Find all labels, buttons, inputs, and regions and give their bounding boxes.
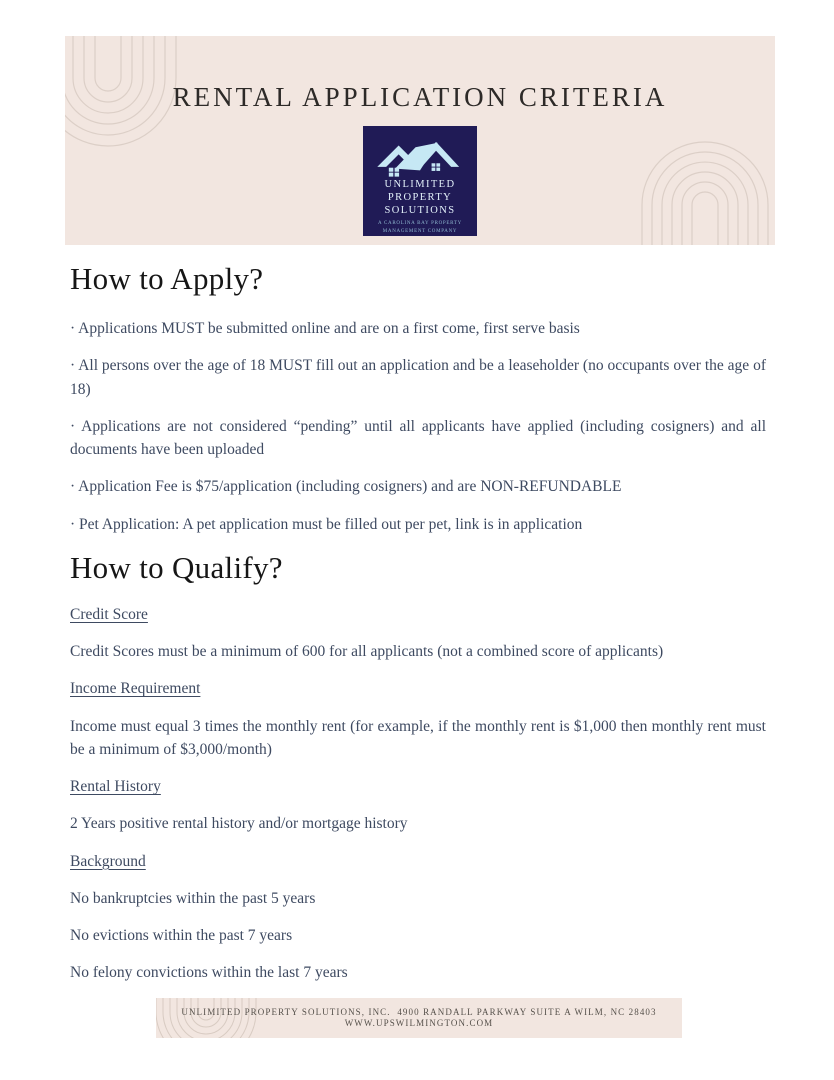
credit-score-text: Credit Scores must be a minimum of 600 for all applicants (not a combined score of applicants) — [70, 643, 664, 660]
footer-bar — [156, 998, 682, 1038]
house-icon — [373, 133, 467, 177]
section-label-rental-history: Rental History — [70, 778, 161, 795]
arc-decoration-bottom-right — [642, 142, 768, 245]
apply-bullet: · Pet Application: A pet application must be filled out per pet, link is in application — [70, 515, 583, 533]
apply-bullet: · Applications are not considered “pending” until all applicants have applied (including cosigners) and all documents have been uploaded — [70, 417, 766, 458]
page-title: RENTAL APPLICATION CRITERIA — [172, 82, 668, 112]
apply-heading: How to Apply? — [70, 261, 264, 296]
rental-history-text: 2 Years positive rental history and/or mortgage history — [70, 815, 408, 833]
section-label-credit-score: Credit Score — [70, 605, 148, 623]
logo-name-line: UNLIMITED — [384, 178, 456, 190]
background-text: No evictions within the past 7 years — [70, 927, 293, 944]
logo-name-line: SOLUTIONS — [384, 204, 456, 216]
income-requirement-text: Income must equal 3 times the monthly rent (for example, if the monthly rent is $1,000 then monthly rent must be a minimum of $3,000/month) — [70, 717, 766, 758]
logo-tagline: A CAROLINA BAY PROPERTY MANAGEMENT COMPANY — [378, 221, 462, 234]
apply-bullet: · All persons over the age of 18 MUST fill out an application and be a leaseholder (no occupants over the age of 18) — [70, 357, 766, 398]
background-text: No bankruptcies within the past 5 years — [70, 889, 316, 907]
footer-text — [156, 998, 682, 1030]
section-label-background: Background — [70, 852, 146, 870]
company-logo — [363, 126, 477, 236]
apply-bullet: · Application Fee is $75/application (including cosigners) and are NON-REFUNDABLE — [70, 478, 622, 496]
section-label-income-requirement: Income Requirement — [70, 680, 201, 698]
footer-address: UNLIMITED PROPERTY SOLUTIONS, INC. 4900 RANDALL PARKWAY SUITE A WILM, NC 28403 — [181, 1007, 657, 1017]
logo-company-name — [385, 178, 456, 217]
footer-website: WWW.UPSWILMINGTON.COM — [344, 1018, 494, 1029]
background-text: No felony convictions within the last 7 years — [70, 964, 348, 982]
document-body — [70, 245, 766, 999]
apply-bullet: · Applications MUST be submitted online and are on a first come, first serve basis — [70, 320, 580, 337]
logo-name-line: PROPERTY — [387, 191, 453, 203]
qualify-heading: How to Qualify? — [70, 549, 283, 585]
header-banner — [65, 36, 775, 245]
